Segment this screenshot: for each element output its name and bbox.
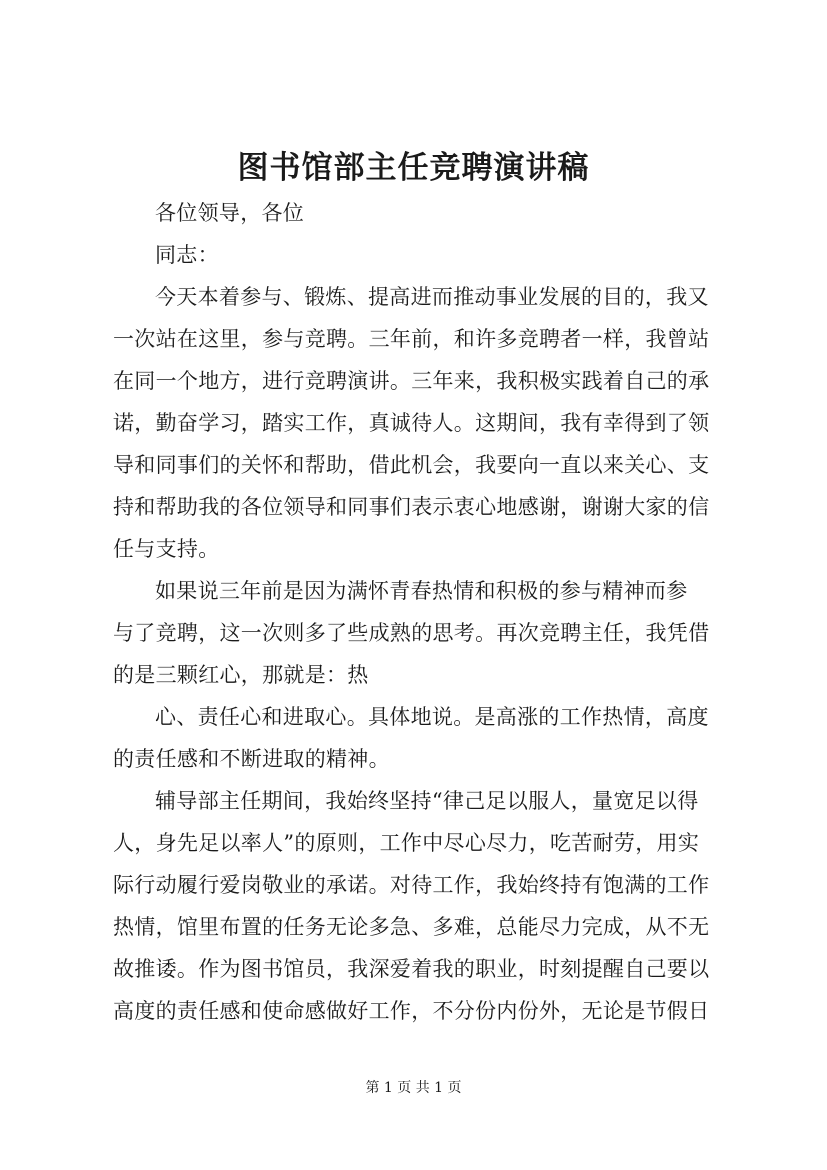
text-line: 际行动履行爱岗敬业的承诺。对待工作，我始终持有饱满的工作: [113, 873, 710, 897]
text-line: 诺，勤奋学习，踏实工作，真诚待人。这期间，我有幸得到了领: [113, 411, 710, 435]
text-line: 高度的责任感和使命感做好工作，不分份内份外，无论是节假日: [113, 999, 710, 1023]
text-line: 导和同事们的关怀和帮助，借此机会，我要向一直以来关心、支: [113, 453, 710, 477]
text-line: 任与支持。: [113, 537, 220, 561]
text-line: 一次站在这里，参与竞聘。三年前，和许多竞聘者一样，我曾站: [113, 327, 710, 351]
text-line: 同志：: [155, 243, 219, 267]
text-line: 心、责任心和进取心。具体地说。是高涨的工作热情，高度: [155, 705, 709, 729]
text-line: 各位领导，各位: [155, 201, 305, 225]
text-line: 的责任感和不断进取的精神。: [113, 747, 390, 771]
text-line: 与了竞聘，这一次则多了些成熟的思考。再次竞聘主任，我凭借: [113, 621, 710, 645]
text-line: 人，身先足以率人”的原则，工作中尽心尽力，吃苦耐劳，用实: [113, 831, 700, 855]
document-title: 图书馆部主任竞聘演讲稿: [237, 150, 590, 186]
text-line: 持和帮助我的各位领导和同事们表示衷心地感谢，谢谢大家的信: [113, 495, 710, 519]
text-line: 的是三颗红心，那就是：热: [113, 663, 369, 687]
text-line: 热情，馆里布置的任务无论多急、多难，总能尽力完成，从不无: [113, 915, 710, 939]
text-line: 在同一个地方，进行竞聘演讲。三年来，我积极实践着自己的承: [113, 369, 710, 393]
text-line: 如果说三年前是因为满怀青春热情和积极的参与精神而参: [155, 579, 688, 603]
text-line: 辅导部主任期间，我始终坚持“律己足以服人，量宽足以得: [155, 789, 699, 813]
text-line: 故推诿。作为图书馆员，我深爱着我的职业，时刻提醒自己要以: [113, 957, 710, 981]
page-number-footer: 第 1 页 共 1 页: [365, 1080, 462, 1096]
text-line: 今天本着参与、锻炼、提高进而推动事业发展的目的，我又: [155, 285, 709, 309]
